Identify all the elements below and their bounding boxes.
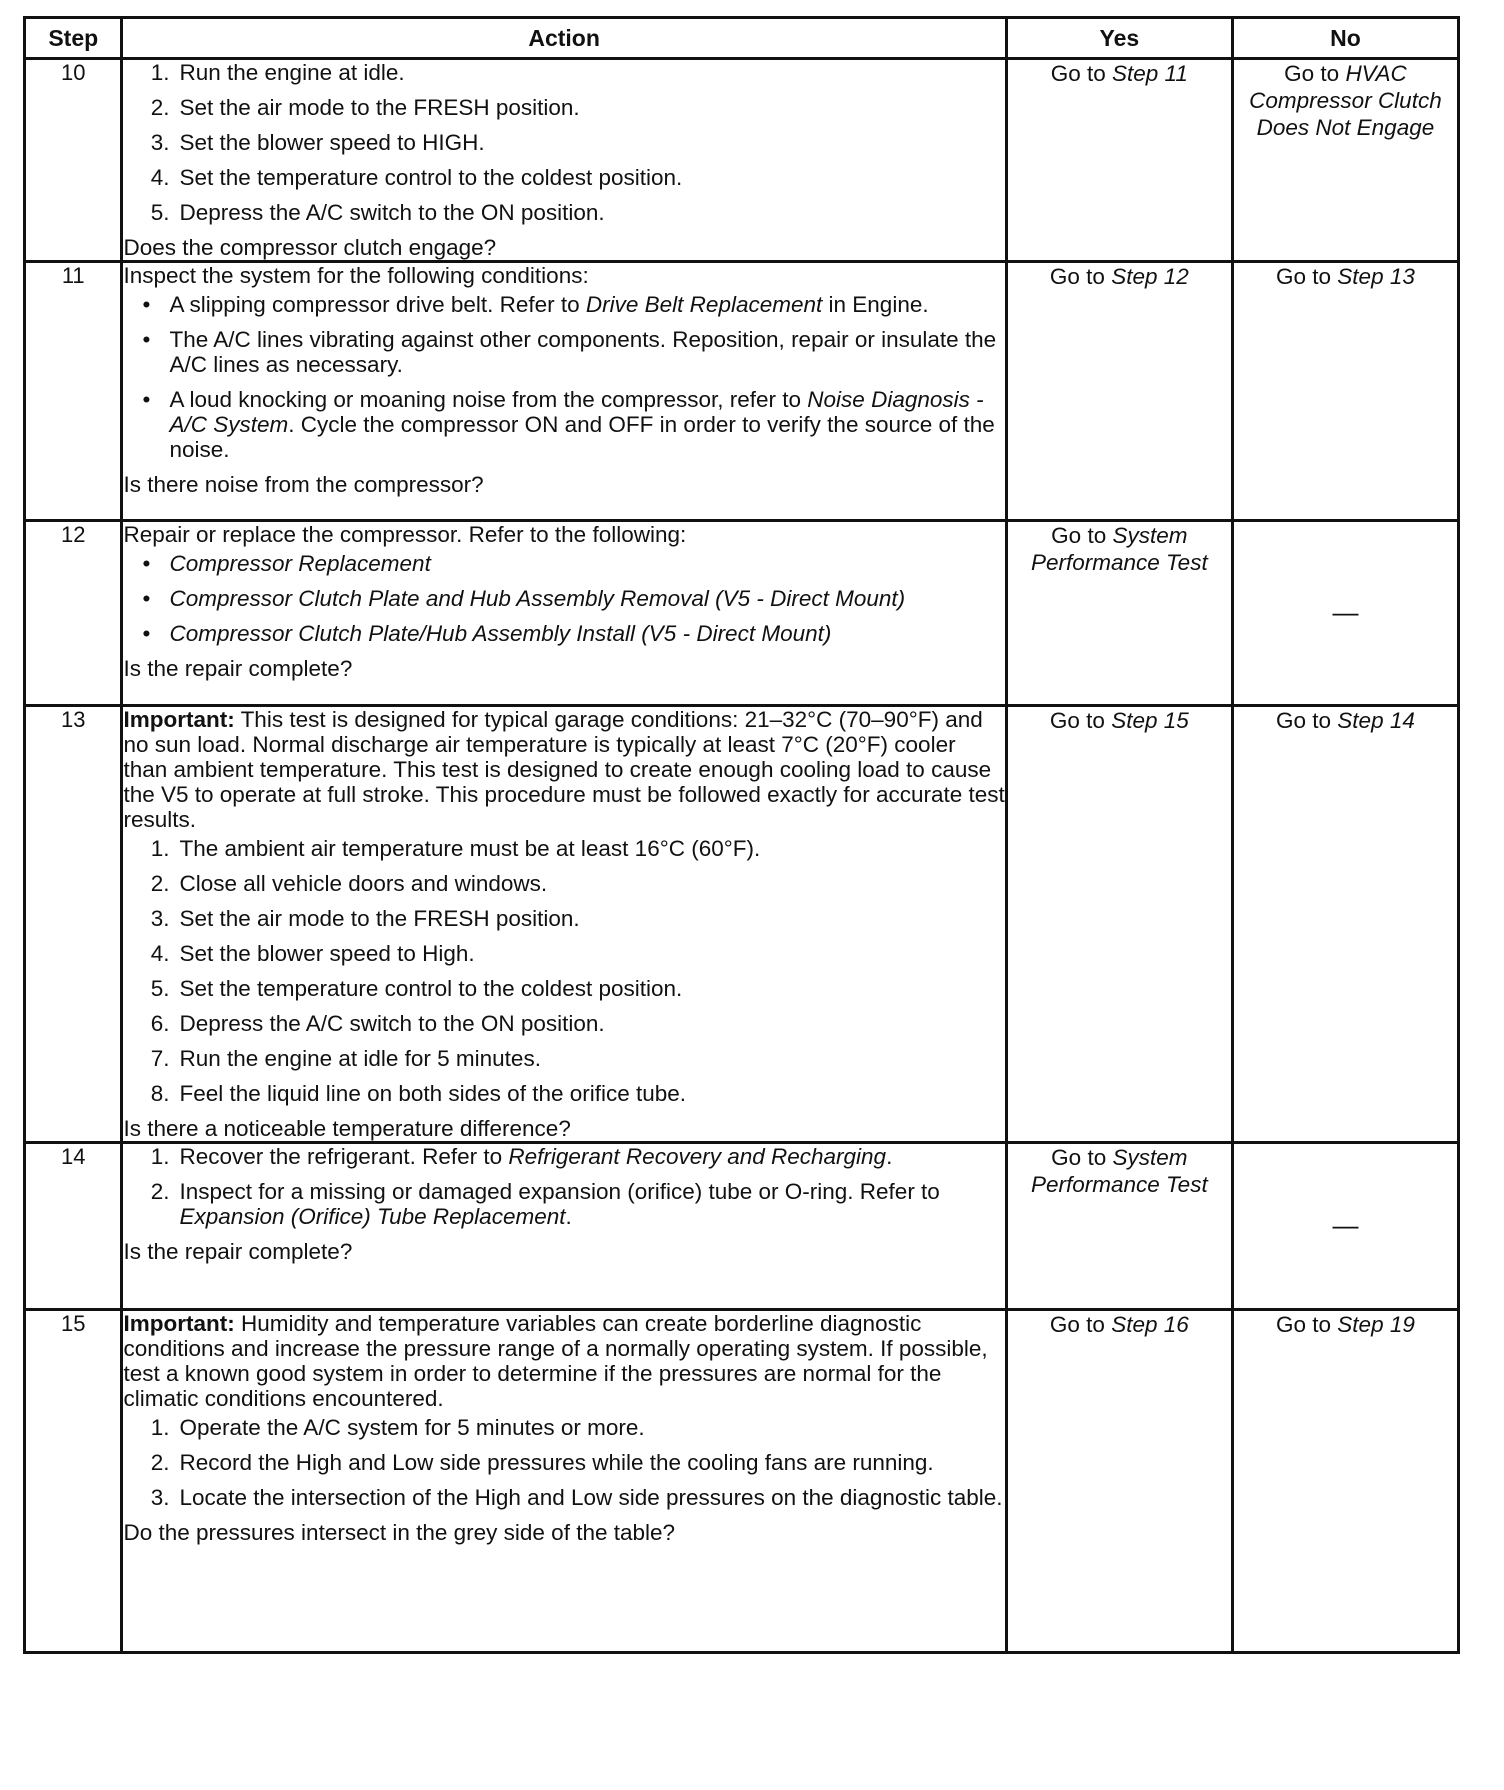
step-item: Set the air mode to the FRESH position. (179, 95, 580, 120)
action-cell: Important: Humidity and temperature variables can create borderline diagnostic conditions and increase the pressure range of a normally operating system. If possible, test a known good system in order to determine if the pressures are normal for the climatic conditions encountered. 1. Operate the A/C system for 5 minutes or more. 2. Record the High and Low side pressures while the cooling fans are running. 3. Locate the intersection of the High and Low side pressures on the diagnostic table. Do the pressures intersect in the grey side of the table? (122, 1310, 1006, 1653)
intro-text: Repair or replace the compressor. Refer to the following: (123, 522, 687, 547)
step-number: 12 (25, 521, 122, 706)
question: Is there noise from the compressor? (123, 472, 484, 497)
step-item: Locate the intersection of the High and Low side pressures on the diagnostic table. (179, 1485, 1003, 1510)
yes-link[interactable]: Step 16 (1111, 1312, 1189, 1337)
no-cell: Go to Step 19 (1232, 1310, 1458, 1653)
no-cell (1232, 1143, 1458, 1310)
yes-cell: Go to Step 11 (1006, 59, 1232, 262)
yes-cell: Go to System Performance Test (1006, 521, 1232, 706)
step-number: 11 (25, 262, 122, 521)
ref-link[interactable]: Compressor Clutch Plate and Hub Assembly Removal (V5 - Direct Mount) (169, 586, 906, 611)
step-number: 15 (25, 1310, 122, 1653)
question: Do the pressures intersect in the grey side of the table? (123, 1520, 676, 1545)
action-cell: Repair or replace the compressor. Refer to the following: • Compressor Replacement • Compressor Clutch Plate and Hub Assembly Removal (V5 - Direct Mount) • Compressor Clutch Plate/Hub Assembly Install (V5 - Direct Mount) Is the repair complete? (122, 521, 1006, 706)
question: Is the repair complete? (123, 656, 353, 681)
diagnostic-table (23, 16, 1460, 1654)
step-item: Set the air mode to the FRESH position. (179, 906, 580, 931)
step-item: Run the engine at idle for 5 minutes. (179, 1046, 541, 1071)
no-link[interactable]: Step 13 (1337, 264, 1415, 289)
no-action-dash: — (1332, 1210, 1359, 1240)
no-link[interactable]: Step 14 (1337, 708, 1415, 733)
step-item: Set the temperature control to the coldest position. (179, 165, 683, 190)
step-item: Depress the A/C switch to the ON position. (179, 200, 605, 225)
step-number: 14 (25, 1143, 122, 1310)
ref-link[interactable]: Drive Belt Replacement (585, 292, 823, 317)
header-row (25, 18, 1459, 59)
step-item: The ambient air temperature must be at least 16°C (60°F). (179, 836, 761, 861)
question: Does the compressor clutch engage? (123, 235, 497, 260)
yes-link[interactable]: System Performance Test (1030, 523, 1208, 575)
step-item: Depress the A/C switch to the ON position. (179, 1011, 605, 1036)
table-row (25, 59, 1459, 262)
yes-cell: Go to Step 12 (1006, 262, 1232, 521)
action-cell: Important: This test is designed for typical garage conditions: 21–32°C (70–90°F) and no sun load. Normal discharge air temperature is typically at least 7°C (20°F) cooler than ambient temperature. This test is designed to create enough cooling load to cause the V5 to operate at full stroke. This procedure must be followed exactly for accurate test results. 1. The ambient air temperature must be at least 16°C (60°F). 2. Close all vehicle doors and windows. 3. Set the air mode to the FRESH position. 4. Set the blower speed to High. 5. Set the temperature control to the coldest position. 6. Depress the A/C switch to the ON position. 7. Run the engine at idle for 5 minutes. 8. Feel the liquid line on both sides of the orifice tube. Is there a noticeable temperature difference? (123, 707, 1005, 1141)
important-note: Important: This test is designed for typical garage conditions: 21–32°C (70–90°F) and no sun load. Normal discharge air temperature is typically at least 7°C (20°F) cooler than ambient temperature. This test is designed to create enough cooling load to cause the V5 to operate at full stroke. This procedure must be followed exactly for accurate test results. (123, 707, 1005, 832)
question: Is there a noticeable temperature difference? (123, 1116, 571, 1141)
step-item: Close all vehicle doors and windows. (179, 871, 548, 896)
table-row (25, 706, 1459, 1143)
step-item: Run the engine at idle. (179, 60, 405, 85)
no-cell (1232, 521, 1458, 706)
yes-link[interactable]: System Performance Test (1030, 1145, 1208, 1197)
intro-text: Inspect the system for the following conditions: (123, 263, 589, 288)
no-action-dash: — (1332, 597, 1359, 627)
table-row (25, 1143, 1459, 1310)
table-row (25, 262, 1459, 521)
ref-link[interactable]: Compressor Replacement (169, 551, 431, 576)
action-cell: Inspect the system for the following conditions: • A slipping compressor drive belt. Refer to Drive Belt Replacement in Engine. • The A/C lines vibrating against other components. Reposition, repair or insulate the A/C lines as necessary. • A loud knocking or moaning noise from the compressor, refer to Noise Diagnosis - A/C System. Cycle the compressor ON and OFF in order to verify the source of the noise. Is there noise from the compressor? (122, 262, 1006, 521)
no-cell: Go to Step 14 (1232, 706, 1458, 1143)
ref-link[interactable]: Refrigerant Recovery and Recharging (508, 1144, 887, 1169)
no-cell: Go to Step 13 (1232, 262, 1458, 521)
no-link[interactable]: Step 19 (1337, 1312, 1415, 1337)
step-item: Record the High and Low side pressures while the cooling fans are running. (179, 1450, 934, 1475)
action-cell: 1. Run the engine at idle. 2. Set the air mode to the FRESH position. 3. Set the blower speed to HIGH. 4. Set the temperature control to the coldest position. 5. Depress the A/C switch to the ON position. Does the compressor clutch engage? (122, 59, 1006, 262)
step-item: Set the blower speed to HIGH. (179, 130, 485, 155)
step-number: 10 (25, 59, 122, 262)
yes-link[interactable]: Step 11 (1112, 61, 1188, 86)
action-cell: 1. Recover the refrigerant. Refer to Refrigerant Recovery and Recharging. 2. Inspect for a missing or damaged expansion (orifice) tube or O-ring. Refer to Expansion (Orifice) Tube Replacement. Is the repair complete? (122, 1143, 1006, 1310)
yes-link[interactable]: Step 12 (1111, 264, 1189, 289)
yes-cell: Go to System Performance Test (1006, 1143, 1232, 1310)
step-item: Set the blower speed to High. (179, 941, 475, 966)
step-item: Feel the liquid line on both sides of the orifice tube. (179, 1081, 687, 1106)
ref-link[interactable]: Compressor Clutch Plate/Hub Assembly Install (V5 - Direct Mount) (169, 621, 832, 646)
step-item: Set the temperature control to the coldest position. (179, 976, 683, 1001)
ref-link[interactable]: Noise Diagnosis - A/C System (169, 387, 984, 437)
yes-cell: Go to Step 16 (1006, 1310, 1232, 1653)
no-cell: Go to HVAC Compressor Clutch Does Not Engage (1232, 59, 1458, 262)
no-link[interactable]: HVAC Compressor Clutch Does Not Engage (1249, 61, 1442, 140)
table-row (25, 521, 1459, 706)
yes-cell: Go to Step 15 (1006, 706, 1232, 1143)
important-note: Important: Humidity and temperature variables can create borderline diagnostic conditions and increase the pressure range of a normally operating system. If possible, test a known good system in order to determine if the pressures are normal for the climatic conditions encountered. (123, 1311, 988, 1411)
header-no: No (1232, 18, 1458, 59)
step-item: Operate the A/C system for 5 minutes or more. (179, 1415, 645, 1440)
header-yes: Yes (1006, 18, 1232, 59)
header-step: Step (25, 18, 122, 59)
yes-link[interactable]: Step 15 (1111, 708, 1189, 733)
header-action: Action (122, 18, 1006, 59)
step-number: 13 (25, 706, 122, 1143)
table-row (25, 1310, 1459, 1653)
ref-link[interactable]: Expansion (Orifice) Tube Replacement (179, 1204, 566, 1229)
question: Is the repair complete? (123, 1239, 353, 1264)
